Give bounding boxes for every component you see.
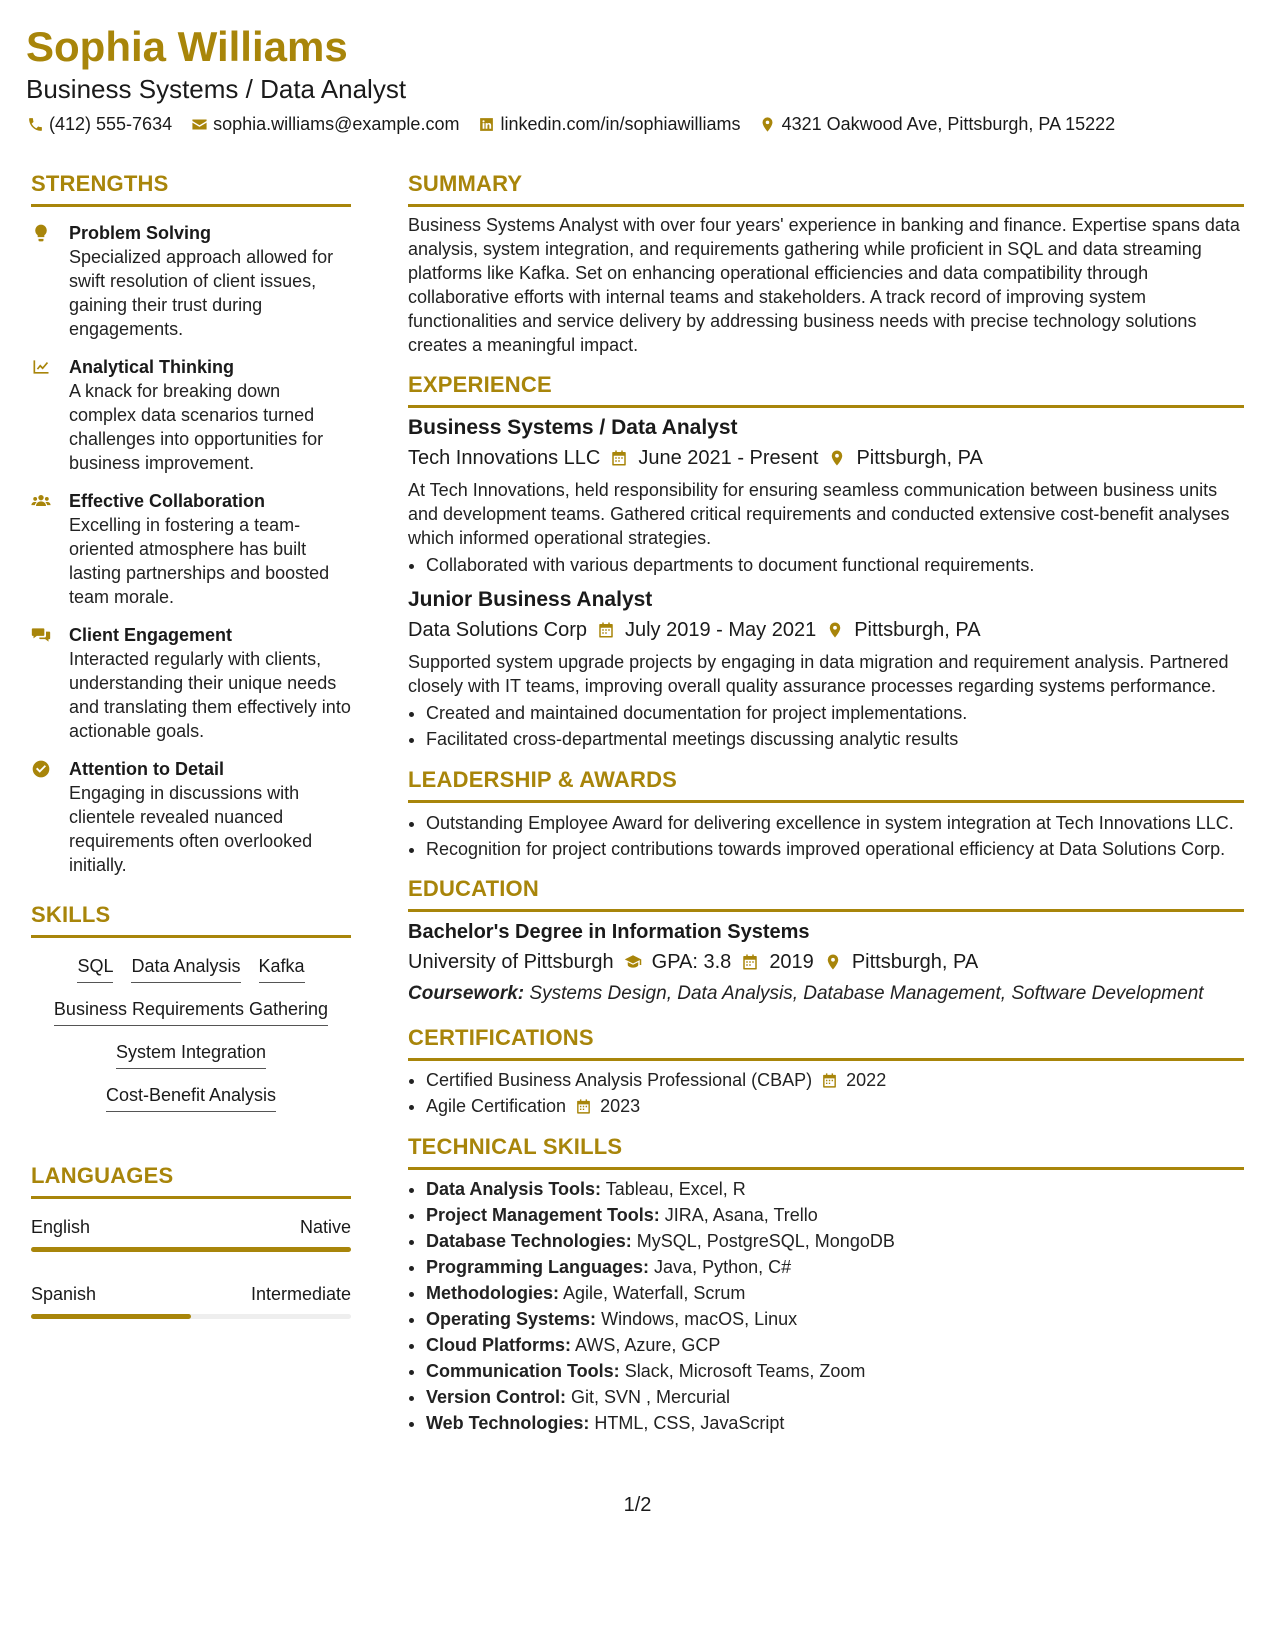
technical-skill-item [426,1176,1244,1202]
job-dates: June 2021 - Present [638,447,819,469]
gpa: GPA: 3.8 [651,951,732,973]
language-proficiency-bar [31,1314,351,1319]
job-meta [408,444,1244,472]
calendar-icon [820,1071,838,1089]
phone-text: (412) 555-7634 [49,114,173,134]
map-marker-icon [826,621,844,639]
technical-skill-label: Operating Systems: [426,1309,597,1329]
section-divider [31,935,351,938]
section-divider [31,1196,351,1199]
technical-skill-item [426,1306,1244,1332]
strength-description: Interacted regularly with clients, understanding their unique needs and translating them effectively into actionable goals. [69,649,351,741]
section-divider [408,800,1244,803]
strength-title: Effective Collaboration [69,491,266,511]
section-divider [408,1167,1244,1170]
technical-skill-value: AWS, Azure, GCP [575,1335,721,1355]
job-entry [408,586,1244,752]
leadership-heading: LEADERSHIP & AWARDS [408,767,678,792]
technical-skill-item [426,1332,1244,1358]
summary-text: Business Systems Analyst with over four years' experience in banking and finance. Expertise spans data analysis, system integration, and requirements gathering while proficient in SQL and data streaming platforms like Kafka. Set on enhancing operational efficiencies and data compatibility through collaborative efforts with internal teams and stakeholders. A track record of improving system functionalities and service delivery by addressing business needs with precise technology solutions creates a meaningful impact. [408,215,1240,355]
address-contact [759,114,1116,135]
certification-year: 2022 [846,1070,887,1090]
section-divider [408,204,1244,207]
strength-item [31,355,351,475]
job-dates: July 2019 - May 2021 [624,619,817,641]
linkedin-text: linkedin.com/in/sophiawilliams [500,114,741,134]
calendar-icon [574,1097,592,1115]
coursework [408,982,1244,1006]
certification-item [426,1093,1244,1119]
technical-skill-value: Agile, Waterfall, Scrum [563,1283,746,1303]
lightbulb-icon [31,221,69,341]
technical-skill-label: Data Analysis Tools: [426,1179,602,1199]
chart-line-icon [31,355,69,475]
candidate-role: Business Systems / Data Analyst [26,74,407,104]
leadership-list [408,811,1244,861]
technical-skill-label: Version Control: [426,1387,567,1407]
coursework-text: Systems Design, Data Analysis, Database Management, Software Development [529,983,1204,1004]
technical-skill-item [426,1202,1244,1228]
languages-heading: LANGUAGES [31,1163,174,1188]
job-meta [408,616,1244,644]
technical-skill-value: Windows, macOS, Linux [601,1309,798,1329]
technical-skill-item [426,1384,1244,1410]
job-company: Tech Innovations LLC [408,447,601,469]
school-name: University of Pittsburgh [408,951,614,973]
language-proficiency-bar [31,1247,351,1252]
certification-year: 2023 [600,1096,641,1116]
calendar-icon [597,621,615,639]
resume-header [26,22,1246,135]
contact-bar [26,114,1246,135]
technical-skills-list [408,1176,1244,1436]
certification-item [426,1067,1244,1093]
section-divider [408,405,1244,408]
technical-skill-value: JIRA, Asana, Trello [664,1205,818,1225]
section-divider [31,204,351,207]
technical-skill-label: Communication Tools: [426,1361,620,1381]
technical-skill-label: Cloud Platforms: [426,1335,572,1355]
strength-description: Specialized approach allowed for swift resolution of client issues, gaining their trust during engagements. [69,247,334,339]
map-marker-icon [759,116,777,134]
map-marker-icon [828,449,846,467]
comments-icon [31,623,69,743]
job-company: Data Solutions Corp [408,619,587,641]
technical-skill-value: Git, SVN , Mercurial [571,1387,731,1407]
strength-description: Engaging in discussions with clientele revealed nuanced requirements often overlooked initially. [69,783,313,875]
education-meta [408,948,1244,976]
users-icon [31,489,69,609]
technical-skill-value: MySQL, PostgreSQL, MongoDB [636,1231,895,1251]
graduation-year: 2019 [769,951,814,973]
technical-skill-value: Java, Python, C# [654,1257,792,1277]
job-bullet: • Facilitated cross-departmental meetings discussing analytic results [426,726,1244,752]
email-contact[interactable] [190,114,459,135]
job-bullets [408,700,1244,752]
technical-skill-item [426,1410,1244,1436]
graduation-cap-icon [624,953,642,971]
summary-heading: SUMMARY [408,171,523,196]
technical-skill-label: Web Technologies: [426,1413,590,1433]
language-item [31,1215,351,1252]
education-heading: EDUCATION [408,876,539,901]
skill-tag: Business Requirements Gathering [54,997,328,1026]
certifications-heading: CERTIFICATIONS [408,1025,594,1050]
candidate-name: Sophia Williams [26,23,348,70]
strength-item [31,623,351,743]
calendar-icon [741,953,759,971]
email-text: sophia.williams@example.com [213,114,460,134]
map-marker-icon [824,953,842,971]
language-item [31,1282,351,1319]
strength-item [31,489,351,609]
skill-tag: Cost-Benefit Analysis [106,1083,276,1112]
job-bullets [408,552,1244,578]
language-proficiency-fill [31,1314,191,1319]
job-location: Pittsburgh, PA [856,447,983,469]
phone-contact[interactable] [26,114,172,135]
coursework-label: Coursework: [408,983,525,1004]
job-title: Junior Business Analyst [408,588,653,611]
job-description: At Tech Innovations, held responsibility for ensuring seamless communication between business units and development teams. Gathered critical requirements and conducted extensive cost-benefit analyses which informed operational strategies. [408,480,1230,548]
skill-tag: System Integration [116,1040,266,1069]
left-column [31,170,351,1319]
language-name: English [31,1217,91,1237]
technical-skill-value: Slack, Microsoft Teams, Zoom [624,1361,866,1381]
strength-item [31,221,351,341]
technical-skills-heading: TECHNICAL SKILLS [408,1134,623,1159]
technical-skill-item [426,1280,1244,1306]
job-title: Business Systems / Data Analyst [408,416,738,439]
envelope-icon [190,116,208,134]
right-column [408,170,1244,1436]
job-bullet: • Created and maintained documentation for project implementations. [426,700,1244,726]
phone-icon [26,116,44,134]
section-divider [408,1058,1244,1061]
technical-skill-value: Tableau, Excel, R [605,1179,746,1199]
certification-name: • Certified Business Analysis Professional (CBAP) [426,1070,813,1090]
strength-title: Problem Solving [69,223,212,243]
technical-skill-label: Database Technologies: [426,1231,632,1251]
technical-skill-label: Project Management Tools: [426,1205,660,1225]
section-divider [408,909,1244,912]
job-bullet: • Collaborated with various departments to document functional requirements. [426,552,1244,578]
language-name: Spanish [31,1284,97,1304]
certifications-list [408,1067,1244,1119]
skills-heading: SKILLS [31,902,111,927]
strengths-heading: STRENGTHS [31,171,169,196]
calendar-icon [610,449,628,467]
award-item: • Recognition for project contributions towards improved operational efficiency at Data Solutions Corp. [426,837,1244,861]
strength-title: Client Engagement [69,625,233,645]
skill-tag: SQL [77,954,113,983]
job-location: Pittsburgh, PA [854,619,981,641]
experience-heading: EXPERIENCE [408,372,552,397]
linkedin-icon [477,116,495,134]
strength-description: A knack for breaking down complex data scenarios turned challenges into opportunities for business improvement. [69,381,324,473]
strength-item [31,757,351,877]
technical-skill-value: HTML, CSS, JavaScript [594,1413,785,1433]
job-entry [408,414,1244,578]
language-proficiency-fill [31,1247,351,1252]
technical-skill-item [426,1228,1244,1254]
skill-tag: Data Analysis [131,954,240,983]
award-item: • Outstanding Employee Award for delivering excellence in system integration at Tech Innovations LLC. [426,811,1244,835]
language-level: Intermediate [250,1284,351,1304]
technical-skill-label: Methodologies: [426,1283,559,1303]
page-number: 1/2 [623,1494,652,1516]
skills-list [31,954,351,1112]
check-circle-icon [31,757,69,877]
certification-name: • Agile Certification [426,1096,567,1116]
linkedin-contact[interactable] [477,114,740,135]
job-description: Supported system upgrade projects by engaging in data migration and requirement analysis. Partnered closely with IT teams, improving overall quality assurance processes regarding systems performance. [408,652,1229,696]
technical-skill-item [426,1358,1244,1384]
school-location: Pittsburgh, PA [851,951,979,973]
language-level: Native [299,1217,351,1237]
degree-title: Bachelor's Degree in Information Systems [408,921,810,943]
technical-skill-item [426,1254,1244,1280]
address-text: 4321 Oakwood Ave, Pittsburgh, PA 15222 [781,114,1116,134]
skill-tag: Kafka [259,954,305,983]
strength-description: Excelling in fostering a team-oriented atmosphere has built lasting partnerships and boosted team morale. [69,515,330,607]
strength-title: Analytical Thinking [69,357,235,377]
strength-title: Attention to Detail [69,759,224,779]
technical-skill-label: Programming Languages: [426,1257,650,1277]
